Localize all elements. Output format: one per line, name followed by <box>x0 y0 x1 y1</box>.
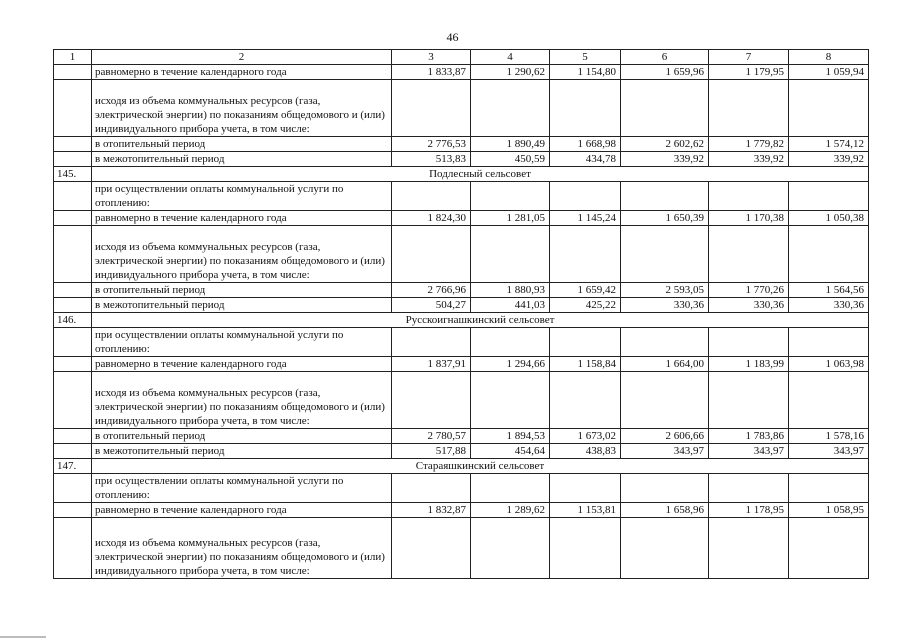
value-cell: 1 158,84 <box>550 357 621 372</box>
value-cell <box>471 226 550 283</box>
value-cell: 1 770,26 <box>709 283 789 298</box>
value-cell: 504,27 <box>392 298 471 313</box>
value-cell <box>550 182 621 211</box>
value-cell: 343,97 <box>709 444 789 459</box>
row-label: исходя из объема коммунальных ресурсов (газа, электрической энергии) по показаниям общедомового и (или) индивидуального прибора учета, в том числе: <box>92 518 392 579</box>
row-label: в отопительный период <box>92 429 392 444</box>
value-cell <box>471 372 550 429</box>
row-index-cell <box>54 137 92 152</box>
row-label: при осуществлении оплаты коммунальной услуги по отоплению: <box>92 328 392 357</box>
value-cell <box>621 372 709 429</box>
table-row <box>54 298 869 313</box>
row-label: исходя из объема коммунальных ресурсов (газа, электрической энергии) по показаниям общедомового и (или) индивидуального прибора учета, в том числе: <box>92 80 392 137</box>
header-row <box>54 50 869 65</box>
value-cell: 517,88 <box>392 444 471 459</box>
row-index-cell <box>54 80 92 137</box>
value-cell: 1 063,98 <box>789 357 869 372</box>
value-cell: 1 281,05 <box>471 211 550 226</box>
row-index-cell <box>54 226 92 283</box>
value-cell: 339,92 <box>789 152 869 167</box>
value-cell: 1 183,99 <box>709 357 789 372</box>
value-cell: 330,36 <box>789 298 869 313</box>
header-cell: 2 <box>92 50 392 65</box>
value-cell <box>550 518 621 579</box>
row-index-cell <box>54 503 92 518</box>
value-cell <box>621 328 709 357</box>
value-cell: 1 659,96 <box>621 65 709 80</box>
tariff-table <box>53 49 869 579</box>
row-label: исходя из объема коммунальных ресурсов (газа, электрической энергии) по показаниям общедомового и (или) индивидуального прибора учета, в том числе: <box>92 226 392 283</box>
value-cell <box>471 80 550 137</box>
value-cell: 339,92 <box>621 152 709 167</box>
table-row <box>54 152 869 167</box>
table-row <box>54 137 869 152</box>
header-cell: 5 <box>550 50 621 65</box>
value-cell <box>471 328 550 357</box>
value-cell <box>789 328 869 357</box>
row-label: в межотопительный период <box>92 298 392 313</box>
value-cell: 1 050,38 <box>789 211 869 226</box>
value-cell: 2 602,62 <box>621 137 709 152</box>
value-cell <box>621 518 709 579</box>
value-cell: 1 170,38 <box>709 211 789 226</box>
row-index-cell <box>54 283 92 298</box>
value-cell: 1 659,42 <box>550 283 621 298</box>
value-cell: 1 880,93 <box>471 283 550 298</box>
value-cell: 1 664,00 <box>621 357 709 372</box>
value-cell <box>709 226 789 283</box>
table-row <box>54 503 869 518</box>
value-cell: 2 593,05 <box>621 283 709 298</box>
row-index-cell <box>54 518 92 579</box>
value-cell: 454,64 <box>471 444 550 459</box>
row-label: в межотопительный период <box>92 152 392 167</box>
row-label: равномерно в течение календарного года <box>92 65 392 80</box>
table-row <box>54 372 869 429</box>
row-index-cell <box>54 152 92 167</box>
value-cell: 1 890,49 <box>471 137 550 152</box>
value-cell: 1 290,62 <box>471 65 550 80</box>
row-index-cell <box>54 182 92 211</box>
value-cell <box>789 518 869 579</box>
section-number: 146. <box>54 313 92 328</box>
scan-edge-mark <box>0 636 46 638</box>
row-label: исходя из объема коммунальных ресурсов (газа, электрической энергии) по показаниям общедомового и (или) индивидуального прибора учета, в том числе: <box>92 372 392 429</box>
section-title: Подлесный сельсовет <box>92 167 869 182</box>
value-cell: 1 779,82 <box>709 137 789 152</box>
value-cell: 441,03 <box>471 298 550 313</box>
row-index-cell <box>54 357 92 372</box>
row-label: в отопительный период <box>92 137 392 152</box>
section-number: 147. <box>54 459 92 474</box>
value-cell: 1 650,39 <box>621 211 709 226</box>
value-cell: 425,22 <box>550 298 621 313</box>
value-cell: 450,59 <box>471 152 550 167</box>
row-index-cell <box>54 298 92 313</box>
value-cell <box>550 80 621 137</box>
value-cell: 1 824,30 <box>392 211 471 226</box>
header-cell: 7 <box>709 50 789 65</box>
value-cell: 343,97 <box>789 444 869 459</box>
value-cell <box>709 372 789 429</box>
value-cell <box>789 182 869 211</box>
value-cell: 2 776,53 <box>392 137 471 152</box>
value-cell: 343,97 <box>621 444 709 459</box>
table-row <box>54 444 869 459</box>
table-row <box>54 226 869 283</box>
value-cell: 1 673,02 <box>550 429 621 444</box>
section-number: 145. <box>54 167 92 182</box>
value-cell <box>621 226 709 283</box>
value-cell: 339,92 <box>709 152 789 167</box>
value-cell: 1 564,56 <box>789 283 869 298</box>
value-cell <box>789 226 869 283</box>
value-cell <box>392 328 471 357</box>
value-cell <box>621 474 709 503</box>
value-cell <box>621 182 709 211</box>
value-cell: 1 837,91 <box>392 357 471 372</box>
row-index-cell <box>54 474 92 503</box>
value-cell: 1 658,96 <box>621 503 709 518</box>
value-cell <box>471 182 550 211</box>
table-row <box>54 65 869 80</box>
value-cell: 1 154,80 <box>550 65 621 80</box>
value-cell <box>709 182 789 211</box>
value-cell <box>392 80 471 137</box>
value-cell: 2 606,66 <box>621 429 709 444</box>
table-body <box>54 50 869 579</box>
value-cell: 1 833,87 <box>392 65 471 80</box>
value-cell <box>392 182 471 211</box>
value-cell: 2 780,57 <box>392 429 471 444</box>
value-cell: 1 578,16 <box>789 429 869 444</box>
value-cell <box>392 518 471 579</box>
table-row <box>54 429 869 444</box>
section-row <box>54 459 869 474</box>
table-row <box>54 518 869 579</box>
section-row <box>54 313 869 328</box>
row-label: равномерно в течение календарного года <box>92 211 392 226</box>
value-cell <box>550 372 621 429</box>
value-cell <box>709 518 789 579</box>
value-cell <box>621 80 709 137</box>
value-cell: 1 783,86 <box>709 429 789 444</box>
row-index-cell <box>54 444 92 459</box>
value-cell <box>392 474 471 503</box>
value-cell <box>789 80 869 137</box>
section-title: Стараяшкинский сельсовет <box>92 459 869 474</box>
row-label: при осуществлении оплаты коммунальной услуги по отоплению: <box>92 182 392 211</box>
row-label: равномерно в течение календарного года <box>92 357 392 372</box>
header-cell: 8 <box>789 50 869 65</box>
value-cell: 1 574,12 <box>789 137 869 152</box>
value-cell <box>550 328 621 357</box>
table-row <box>54 357 869 372</box>
table-row <box>54 182 869 211</box>
value-cell <box>550 226 621 283</box>
section-title: Русскоигнашкинский сельсовет <box>92 313 869 328</box>
value-cell: 330,36 <box>621 298 709 313</box>
table-row <box>54 80 869 137</box>
row-index-cell <box>54 65 92 80</box>
row-label: при осуществлении оплаты коммунальной услуги по отоплению: <box>92 474 392 503</box>
value-cell: 1 058,95 <box>789 503 869 518</box>
value-cell <box>471 474 550 503</box>
row-label: равномерно в течение календарного года <box>92 503 392 518</box>
section-row <box>54 167 869 182</box>
page-number: 46 <box>446 30 459 44</box>
value-cell <box>709 474 789 503</box>
value-cell: 1 059,94 <box>789 65 869 80</box>
value-cell: 330,36 <box>709 298 789 313</box>
value-cell: 1 153,81 <box>550 503 621 518</box>
value-cell: 1 894,53 <box>471 429 550 444</box>
value-cell <box>471 518 550 579</box>
header-cell: 3 <box>392 50 471 65</box>
value-cell: 513,83 <box>392 152 471 167</box>
table-row <box>54 328 869 357</box>
row-label: в межотопительный период <box>92 444 392 459</box>
header-cell: 6 <box>621 50 709 65</box>
value-cell <box>550 474 621 503</box>
value-cell <box>392 372 471 429</box>
row-index-cell <box>54 429 92 444</box>
value-cell: 1 832,87 <box>392 503 471 518</box>
value-cell: 2 766,96 <box>392 283 471 298</box>
value-cell: 438,83 <box>550 444 621 459</box>
row-index-cell <box>54 211 92 226</box>
header-cell: 1 <box>54 50 92 65</box>
table-row <box>54 211 869 226</box>
value-cell: 1 178,95 <box>709 503 789 518</box>
header-cell: 4 <box>471 50 550 65</box>
row-index-cell <box>54 328 92 357</box>
value-cell <box>709 80 789 137</box>
value-cell <box>789 474 869 503</box>
table-row <box>54 474 869 503</box>
value-cell <box>392 226 471 283</box>
value-cell: 1 289,62 <box>471 503 550 518</box>
value-cell: 1 145,24 <box>550 211 621 226</box>
value-cell <box>709 328 789 357</box>
table-row <box>54 283 869 298</box>
row-index-cell <box>54 372 92 429</box>
value-cell: 1 294,66 <box>471 357 550 372</box>
value-cell <box>789 372 869 429</box>
value-cell: 1 668,98 <box>550 137 621 152</box>
row-label: в отопительный период <box>92 283 392 298</box>
value-cell: 1 179,95 <box>709 65 789 80</box>
value-cell: 434,78 <box>550 152 621 167</box>
